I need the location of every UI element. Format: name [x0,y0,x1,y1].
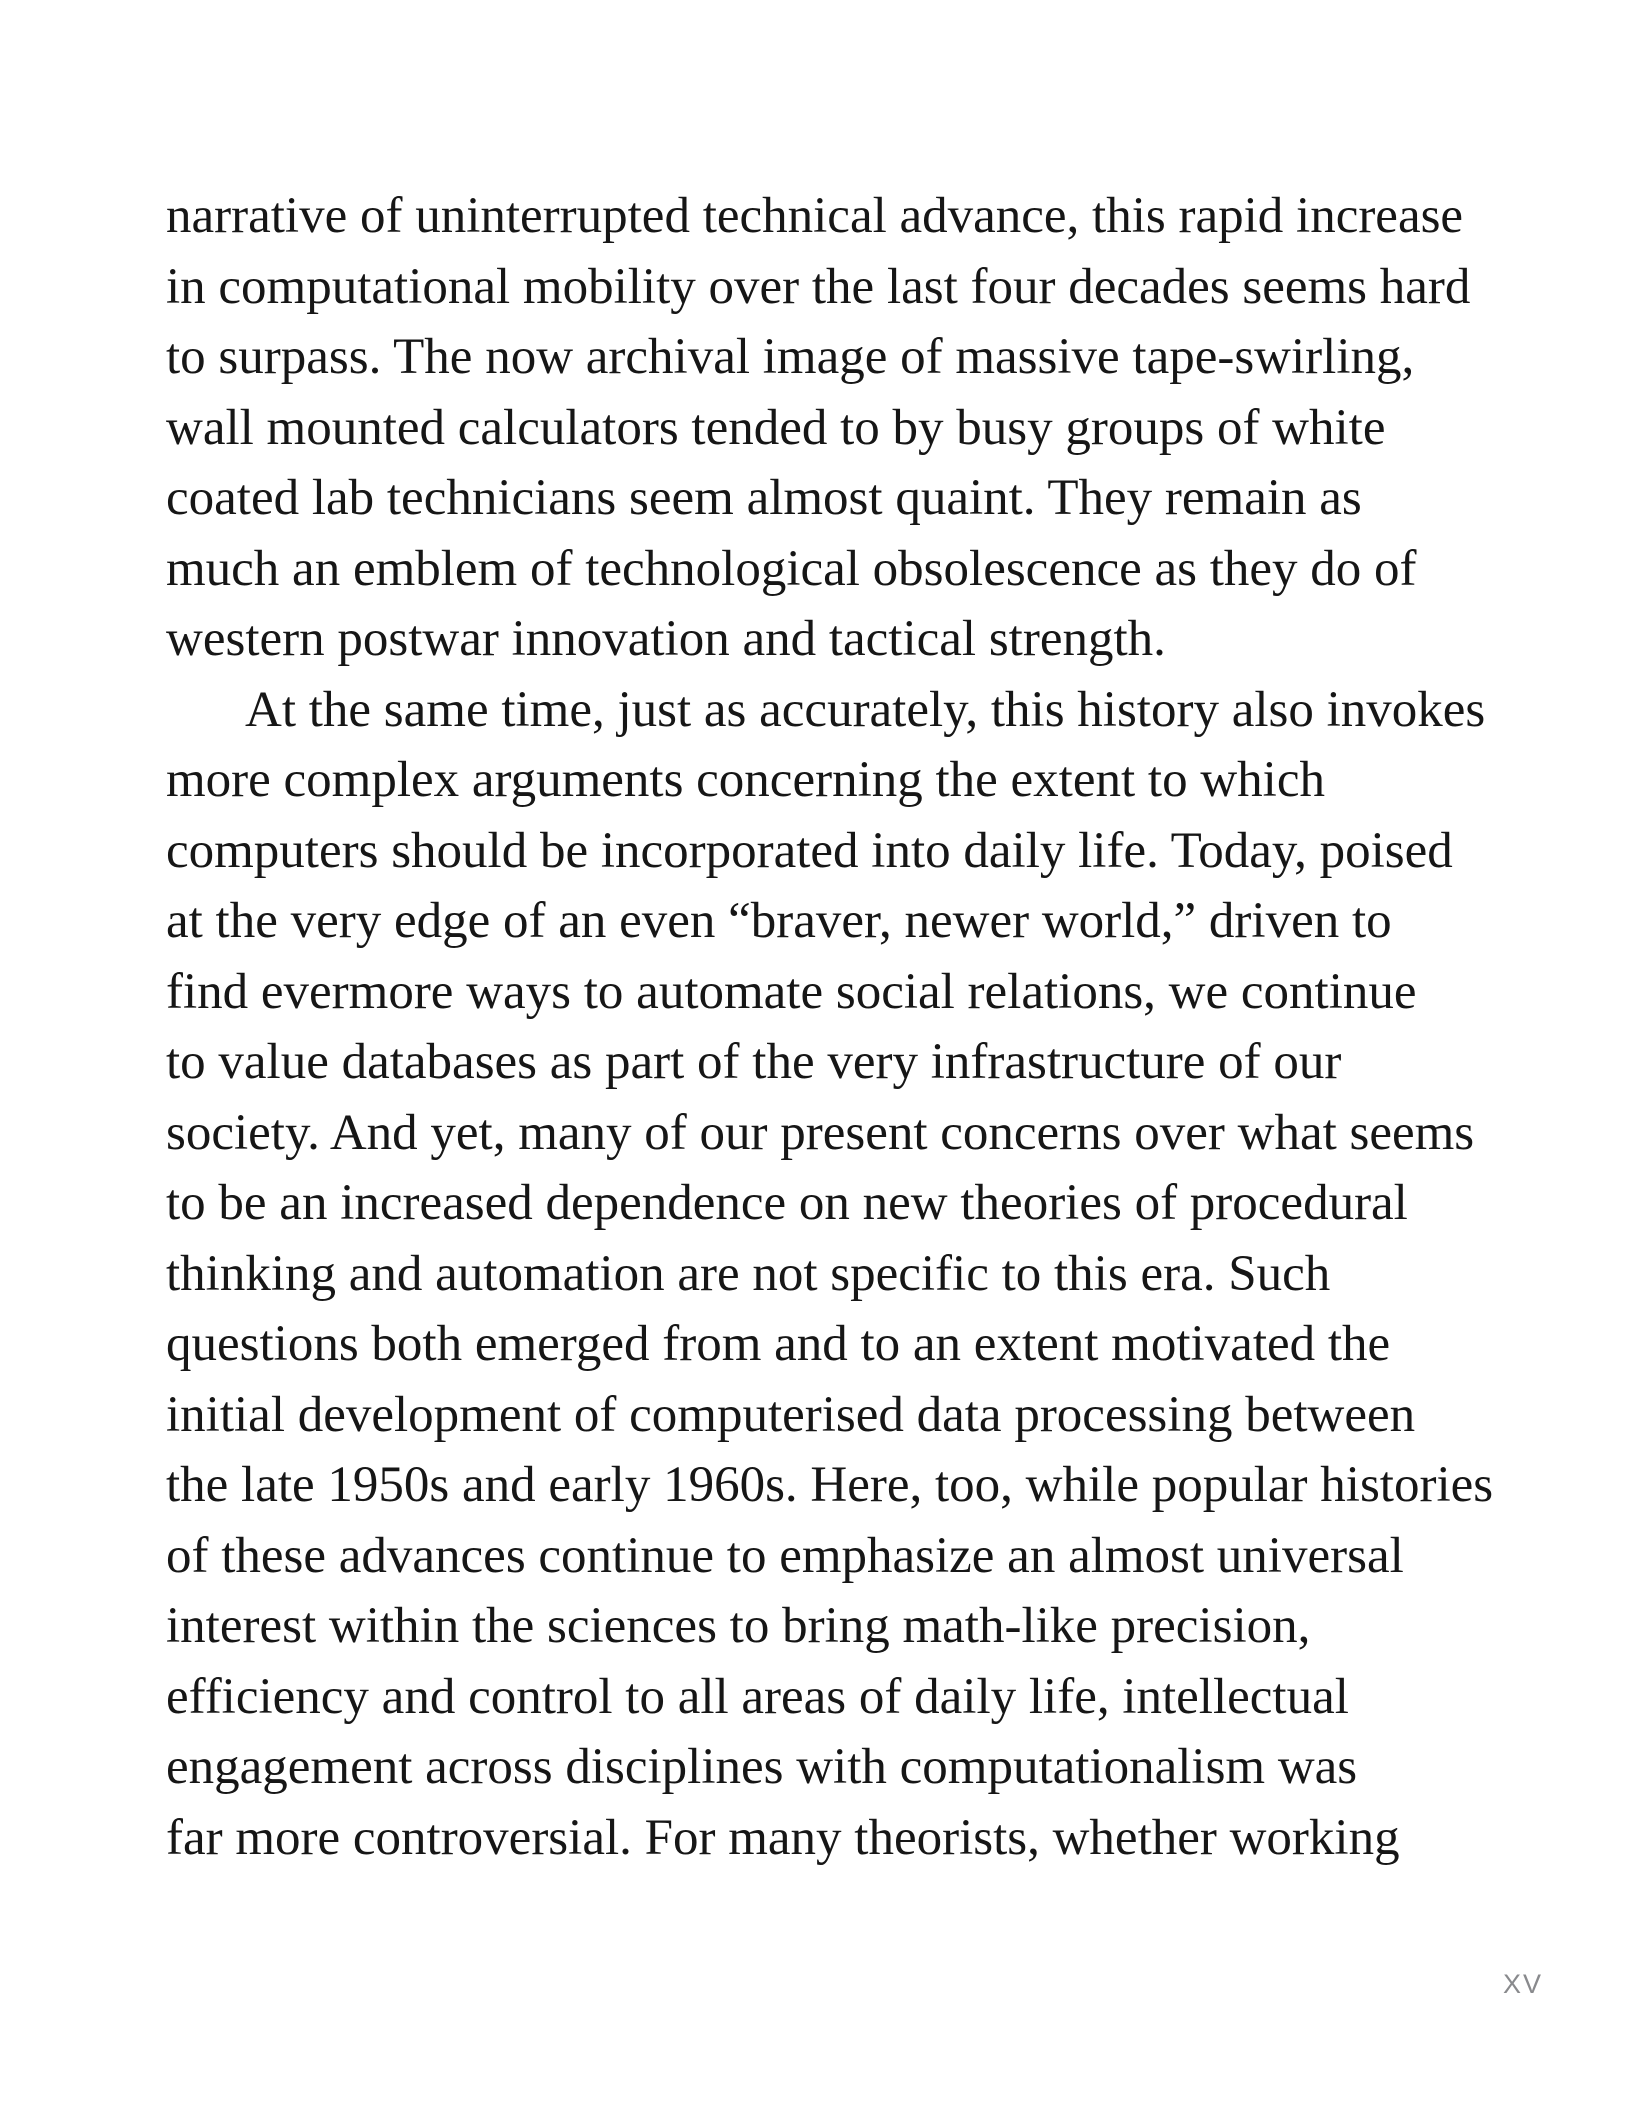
text-line: to be an increased dependence on new theories of procedural [166,1175,1408,1231]
text-line: computers should be incorporated into daily life. Today, poised [166,822,1453,879]
text-line: more complex arguments concerning the extent to which [166,752,1325,808]
text-line: the late 1950s and early 1960s. Here, too, while popular histories [166,1457,1494,1513]
text-line: questions both emerged from and to an extent motivated the [166,1316,1391,1372]
text-line: western postwar innovation and tactical strength. [166,611,1166,667]
text-line: At the same time, just as accurately, this history also invokes [245,681,1486,738]
text-line: society. And yet, many of our present concerns over what seems [166,1104,1475,1161]
text-line: interest within the sciences to bring math-like precision, [166,1598,1311,1654]
text-line: to value databases as part of the very infrastructure of our [166,1034,1342,1090]
page-number: XV [1502,1969,1543,1999]
text-line: in computational mobility over the last four decades seems hard [166,258,1471,315]
text-line: of these advances continue to emphasize an almost universal [166,1527,1404,1584]
text-line: engagement across disciplines with computationalism was [166,1739,1358,1795]
text-line: wall mounted calculators tended to by busy groups of white [166,399,1386,456]
text-line: thinking and automation are not specific to this era. Such [166,1245,1331,1302]
paragraph [166,181,1566,675]
page-text [166,181,1566,1873]
text-line: find evermore ways to automate social relations, we continue [166,963,1417,1020]
text-line: at the very edge of an even “braver, newer world,” driven to [166,893,1392,949]
text-line: coated lab technicians seem almost quaint. They remain as [166,470,1362,526]
text-line: narrative of uninterrupted technical advance, this rapid increase [166,188,1464,244]
paragraph [166,675,1566,1874]
text-line: efficiency and control to all areas of daily life, intellectual [166,1668,1349,1725]
text-line: far more controversial. For many theorists, whether working [166,1809,1400,1866]
text-line: much an emblem of technological obsolescence as they do of [166,540,1417,597]
text-line: to surpass. The now archival image of massive tape-swirling, [166,329,1415,385]
text-line: initial development of computerised data processing between [166,1386,1416,1443]
